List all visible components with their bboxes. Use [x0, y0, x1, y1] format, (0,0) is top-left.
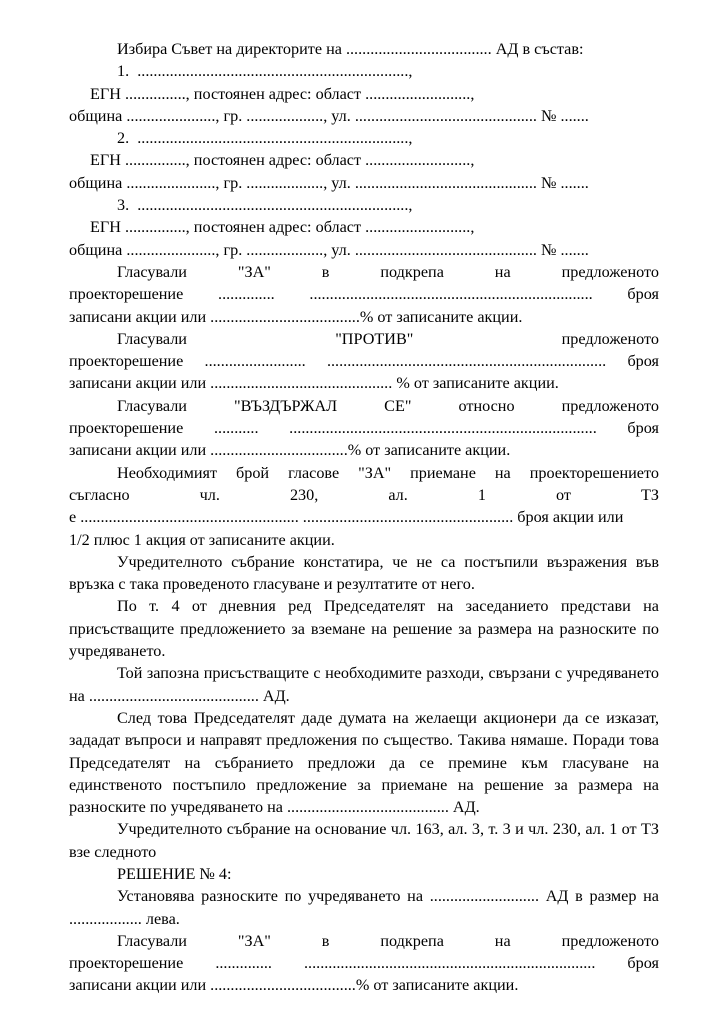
vote-abstain-line-2: проекторешение ........... ............................................................................ броя — [69, 419, 659, 438]
vote-for-1-line-2: проекторешение .............. ...................................................................... броя — [69, 285, 659, 304]
required-votes-line-4: 1/2 плюс 1 акция от записаните акции. — [69, 530, 335, 549]
vote-for-2-line-1: Гласували "ЗА" в подкрепа на предложеното — [117, 931, 659, 950]
required-votes-line-1: Необходимият брой гласове "ЗА" приемане на проекторешението — [117, 463, 659, 482]
vote-against-line-2: проекторешение ......................... ..................................................................... броя — [69, 352, 659, 371]
vote-for-2-line-2: проекторешение .............. ........................................................................ броя — [69, 954, 659, 973]
member-3-egn: ЕГН ..............., постоянен адрес: област .........................., — [90, 218, 475, 237]
no-objections-paragraph: Учредителното събрание констатира, че не са постъпили възражения във връзка с така проведеното гласуване и резултатите от него. — [69, 552, 659, 594]
document-page — [69, 38, 659, 997]
member-1-address: община ......................, гр. ..................., ул. ............................................. № ....... — [69, 106, 589, 125]
legal-basis-paragraph: Учредителното събрание на основание чл. 163, ал. 3, т. 3 и чл. 230, ал. 1 от ТЗ взе следното — [69, 820, 659, 861]
decision-title: РЕШЕНИЕ № 4: — [117, 864, 232, 883]
required-votes-line-3: е ...................................................... .................................................... броя акции или — [69, 508, 624, 527]
vote-for-2-line-3: записани акции или ....................................% от записаните акции. — [69, 976, 519, 995]
required-votes-line-2: съгласно чл. 230, ал. 1 от ТЗ — [69, 485, 659, 504]
vote-against-line-3: записани акции или ............................................. % от записаните акции. — [69, 374, 559, 393]
board-election-line: Избира Съвет на директорите на .................................... АД в състав: — [117, 40, 584, 58]
vote-abstain-line-3: записани акции или ..................................% от записаните акции. — [69, 441, 511, 460]
member-2-address: община ......................, гр. ..................., ул. ............................................. № ....... — [69, 173, 589, 192]
vote-against-line-1: Гласували "ПРОТИВ" предложеното — [117, 329, 659, 348]
vote-for-1-line-1: Гласували "ЗА" в подкрепа на предложеното — [117, 262, 659, 281]
item-4-paragraph: По т. 4 от дневния ред Председателят на заседанието представи на присъстващите предложението за вземане на решение за размера на разноските по учредяването. — [69, 597, 659, 661]
member-1-name: 1. ..................................................................., — [117, 62, 413, 81]
member-3-name: 3. ..................................................................., — [117, 196, 413, 215]
member-2-egn: ЕГН ..............., постоянен адрес: област .........................., — [90, 151, 475, 170]
member-2-name: 2. ..................................................................., — [117, 129, 413, 148]
vote-for-1-line-3: записани акции или .....................................% от записаните акции. — [69, 307, 523, 326]
vote-abstain-line-1: Гласували "ВЪЗДЪРЖАЛ СЕ" относно предложеното — [117, 396, 659, 415]
member-1-egn: ЕГН ..............., постоянен адрес: област .........................., — [90, 84, 475, 103]
costs-paragraph: Той запозна присъстващите с необходимите разходи, свързани с учредяването на .......................................... АД. — [69, 664, 659, 705]
member-3-address: община ......................, гр. ..................., ул. ............................................. № ....... — [69, 240, 589, 259]
decision-paragraph: Установява разноските по учредяването на ........................... АД в размер на .................. лева. — [69, 887, 659, 928]
discussion-paragraph: След това Председателят даде думата на желаещи акционери да се изказат, зададат въпроси и направят предложения по същество. Такива нямаше. Поради това Председателят на събранието предложи да се премине към гласуване на единственото постъпило предложение за приемане на решение за размера на разноските по учредяването на ........................................ АД. — [69, 708, 659, 817]
